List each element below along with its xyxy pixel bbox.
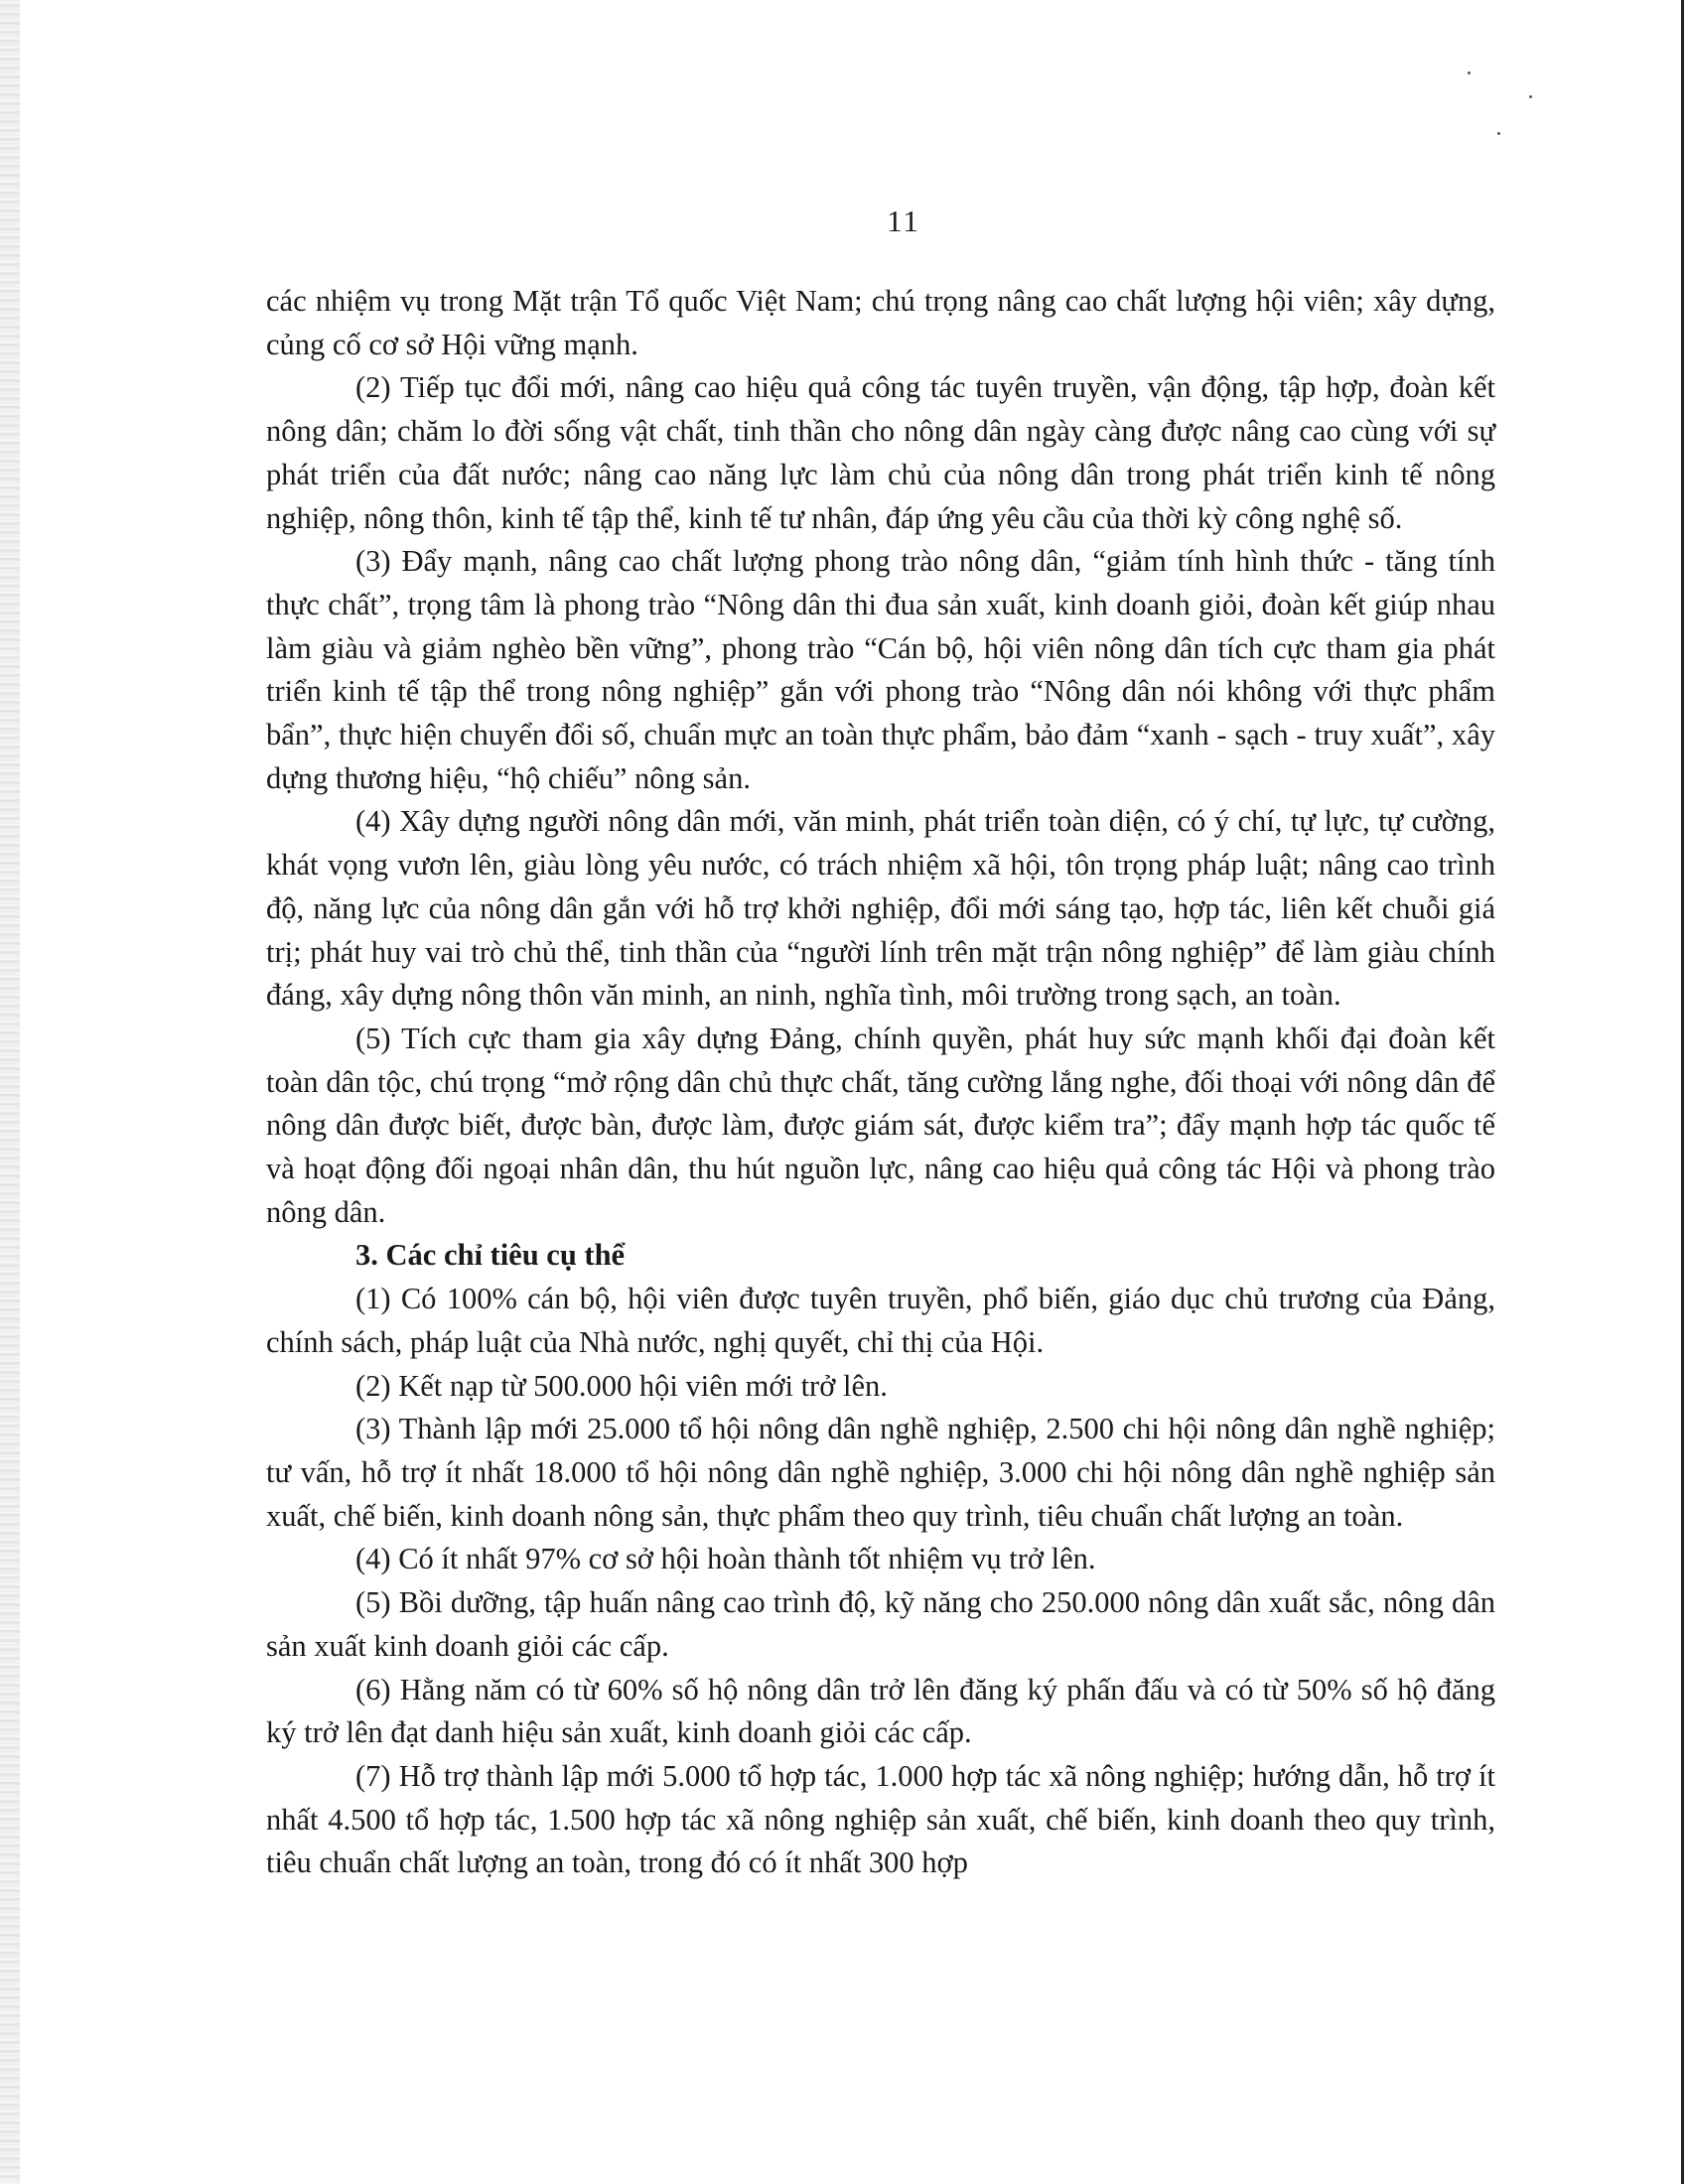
target-item-7: (7) Hỗ trợ thành lập mới 5.000 tổ hợp tác, 1.000 hợp tác xã nông nghiệp; hướng dẫn, hỗ trợ ít nhất 4.500 tổ hợp tác, 1.500 hợp tác xã nông nghiệp sản xuất, chế biến, kinh doanh theo quy trình, tiêu chuẩn chất lượng an toàn, trong đó có ít nhất 300 hợp (266, 1758, 1495, 1880)
target-item-6: (6) Hằng năm có từ 60% số hộ nông dân trở lên đăng ký phấn đấu và có từ 50% số hộ đăng ký trở lên đạt danh hiệu sản xuất, kinh doanh giỏi các cấp. (266, 1672, 1495, 1750)
paragraph-continuation: các nhiệm vụ trong Mặt trận Tổ quốc Việt Nam; chú trọng nâng cao chất lượng hội viên; xây dựng, củng cố cơ sở Hội vững mạnh. (266, 284, 1495, 361)
target-item-3: (3) Thành lập mới 25.000 tổ hội nông dân nghề nghiệp, 2.500 chi hội nông dân nghề nghiệp; tư vấn, hỗ trợ ít nhất 18.000 tổ hội nông dân nghề nghiệp, 3.000 chi hội nông dân nghề nghiệp sản xuất, chế biến, kinh doanh nông sản, thực phẩm theo quy trình, tiêu chuẩn chất lượng an toàn. (266, 1412, 1495, 1533)
target-item-5: (5) Bồi dưỡng, tập huấn nâng cao trình độ, kỹ năng cho 250.000 nông dân xuất sắc, nông dân sản xuất kinh doanh giỏi các cấp. (266, 1585, 1495, 1663)
paragraph-item-2: (2) Tiếp tục đổi mới, nâng cao hiệu quả công tác tuyên truyền, vận động, tập hợp, đoàn kết nông dân; chăm lo đời sống vật chất, tinh thần cho nông dân ngày càng được nâng cao cùng với sự phát triển của đất nước; nâng cao năng lực làm chủ của nông dân trong phát triển kinh tế nông nghiệp, nông thôn, kinh tế tập thể, kinh tế tư nhân, đáp ứng yêu cầu của thời kỳ công nghệ số. (266, 370, 1495, 535)
scan-speck (1497, 132, 1500, 135)
paragraph-item-5: (5) Tích cực tham gia xây dựng Đảng, chính quyền, phát huy sức mạnh khối đại đoàn kết toàn dân tộc, chú trọng “mở rộng dân chủ thực chất, tăng cường lắng nghe, đối thoại với nông dân để nông dân được biết, được bàn, được làm, được giám sát, được kiểm tra”; đẩy mạnh hợp tác quốc tế và hoạt động đối ngoại nhân dân, thu hút nguồn lực, nâng cao hiệu quả công tác Hội và phong trào nông dân. (266, 1021, 1495, 1229)
paragraph-item-3: (3) Đẩy mạnh, nâng cao chất lượng phong trào nông dân, “giảm tính hình thức - tăng tính thực chất”, trọng tâm là phong trào “Nông dân thi đua sản xuất, kinh doanh giỏi, đoàn kết giúp nhau làm giàu và giảm nghèo bền vững”, phong trào “Cán bộ, hội viên nông dân tích cực tham gia phát triển kinh tế tập thể trong nông nghiệp” gắn với phong trào “Nông dân nói không với thực phẩm bẩn”, thực hiện chuyển đổi số, chuẩn mực an toàn thực phẩm, bảo đảm “xanh - sạch - truy xuất”, xây dựng thương hiệu, “hộ chiếu” nông sản. (266, 544, 1495, 795)
target-item-1: (1) Có 100% cán bộ, hội viên được tuyên truyền, phổ biến, giáo dục chủ trương của Đảng, chính sách, pháp luật của Nhà nước, nghị quyết, chỉ thị của Hội. (266, 1282, 1495, 1359)
scan-edge-right (1681, 0, 1684, 2184)
target-item-2: (2) Kết nạp từ 500.000 hội viên mới trở lên. (355, 1368, 888, 1403)
scan-speck (1529, 95, 1532, 98)
section-heading: 3. Các chỉ tiêu cụ thể (355, 1238, 626, 1273)
scan-speck (1468, 71, 1471, 74)
paragraph-item-4: (4) Xây dựng người nông dân mới, văn minh, phát triển toàn diện, có ý chí, tự lực, tự cường, khát vọng vươn lên, giàu lòng yêu nước, có trách nhiệm xã hội, tôn trọng pháp luật; nâng cao trình độ, năng lực của nông dân gắn với hỗ trợ khởi nghiệp, đổi mới sáng tạo, hợp tác, liên kết chuỗi giá trị; phát huy vai trò chủ thể, tinh thần của “người lính trên mặt trận nông nghiệp” để làm giàu chính đáng, xây dựng nông thôn văn minh, an ninh, nghĩa tình, môi trường trong sạch, an toàn. (266, 804, 1495, 1013)
scan-edge-left (0, 0, 20, 2184)
page-number: 11 (887, 204, 920, 238)
document-body (266, 280, 1495, 1885)
target-item-4: (4) Có ít nhất 97% cơ sở hội hoàn thành tốt nhiệm vụ trở lên. (355, 1542, 1096, 1576)
